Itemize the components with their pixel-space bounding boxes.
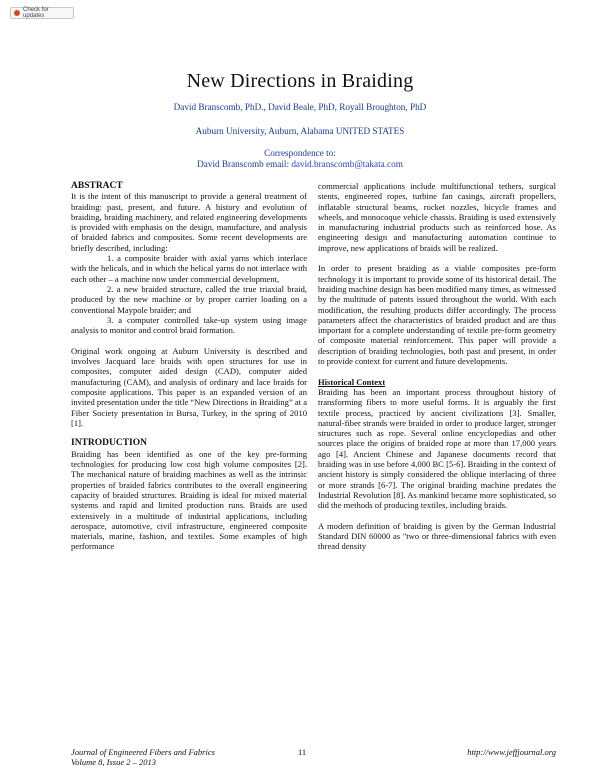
left-column xyxy=(71,181,307,552)
subsection-heading: Historical Context xyxy=(318,376,386,387)
paragraph-spacer xyxy=(318,511,556,521)
update-badge-icon xyxy=(14,10,20,16)
paragraph-spacer xyxy=(318,366,556,376)
paragraph-spacer xyxy=(71,335,307,345)
footer-volume: Volume 8, Issue 2 – 2013 xyxy=(71,757,156,767)
correspondence-prefix: David Branscomb email: xyxy=(197,159,290,169)
page-number: 11 xyxy=(298,747,307,757)
paragraph-spacer xyxy=(318,253,556,263)
section-heading: INTRODUCTION xyxy=(71,438,148,449)
paragraph: It is the intent of this manuscript to provide a general treatment of braiding: past, present, and future. A history and evolution of braiding, braiding machinery, and related engineering developments is provided with emphasis on the design, manufacture, and analysis of braided fabrics and composites. Some recent developments are briefly described, including: xyxy=(71,191,307,253)
paragraph: In order to present braiding as a viable composites pre-form technology it is important to provide some of its historical detail. The braiding machine design has been modified many times, as witnessed by the multitude of patents issued throughout the world. With each modification, the resulting products differ accordingly. The process parameters affect the characteristics of braided product and are thus important for a complete understanding of textile pre-form geometry of composite material reinforcement. This paper will provide a description of braiding technologies, both past and present, in order to provide context for current and future developments. xyxy=(318,263,556,367)
paragraph: A modern definition of braiding is given by the German Industrial Standard DIN 60000 as "two or three-dimensional fabrics with even thread density xyxy=(318,520,556,552)
paragraph: Braiding has been identified as one of the key pre-forming technologies for producing low cost high volume composites [2]. The mechanical nature of braiding machines as well as the intrinsic properties of braided fabrics contributes to the overall engineering capacity of braided structures. Braiding is ideal for mixed material systems and rapid and limited production runs. Braids are used extensively in a multitude of industrial applications, including aerospace, automotive, civil infrastructure, engineered composite materials, marine, fashion, and textiles. Some examples of high performance xyxy=(71,448,307,552)
paragraph: Original work ongoing at Auburn University is described and involves Jacquard lace braids with open structures for use in composites, computer aided design (CAD), computer aided manufacturing (CAM), and analysis of ordinary and lace braids for composite applications. This paper is an expanded version of an invited presentation under the title “New Directions in Braiding” at a Fiber Society presentation in Bursa, Turkey, in the spring of 2010 [1]. xyxy=(71,345,307,428)
correspondence-email-link[interactable]: david.branscomb@takata.com xyxy=(291,159,403,169)
correspondence-heading: Correspondence to: xyxy=(264,148,336,158)
paragraph: Braiding has been an important process throughout history of transforming fibers to more useful forms. It is arguably the first textile process, practiced by ancient civilizations [3]. Smaller, natural-fiber strands were braided in order to produce larger, stronger structures such as rope. Several online encyclopedias and other sources place the origins of braided rope at more than 17,000 years ago [4]. Ancient Chinese and Japanese documents record that braiding was in use before 4,000 BC [5-6]. Braiding in the context of ancient history is simply considered the oblique interlacing of three or more strands [6-7]. The original braiding machine predates the Industrial Revolution [8]. As mankind became more sophisticated, so did the methods of producing textiles, including braids. xyxy=(318,386,556,511)
list-item: 2. a new braided structure, called the true triaxial braid, produced by the new machine or by proper carrier loading on a conventional Maypole braider; and xyxy=(71,283,307,315)
check-for-updates-badge[interactable] xyxy=(10,7,74,19)
right-column xyxy=(318,181,556,552)
check-for-updates-label: Check for updates xyxy=(23,7,49,19)
footer-url-link[interactable]: http://www.jeffjournal.org xyxy=(467,747,556,757)
correspondence-line xyxy=(0,159,600,169)
paragraph-spacer xyxy=(71,428,307,438)
author-list: David Branscomb, PhD., David Beale, PhD, Royall Broughton, PhD xyxy=(173,102,427,112)
paper-title: New Directions in Braiding xyxy=(186,70,414,92)
footer-journal-info xyxy=(71,747,215,767)
list-item: 3. a computer controlled take-up system using image analysis to monitor and control braid formation. xyxy=(71,314,307,336)
paragraph: commercial applications include multifunctional tethers, surgical stents, engineered ropes, turbine fan casings, aircraft propellers, inflatable structural beams, rocket nozzles, bicycle frames and wheels, and monocoque vehicle chassis. Braiding is used extensively in manufacturing industrial products such as reinforced hose. As engineering design and manufacturing automation continue to improve, new applications of braids will be realized. xyxy=(318,181,556,253)
list-item: 1. a composite braider with axial yarns which interlace with the helicals, and in which the helical yarns do not interlace with each other – a machine now under commercial development, xyxy=(71,253,307,284)
affiliation: Auburn University, Auburn, Alabama UNITED STATES xyxy=(195,126,405,136)
footer-journal-name: Journal of Engineered Fibers and Fabrics xyxy=(71,747,215,757)
section-heading: ABSTRACT xyxy=(71,181,123,191)
